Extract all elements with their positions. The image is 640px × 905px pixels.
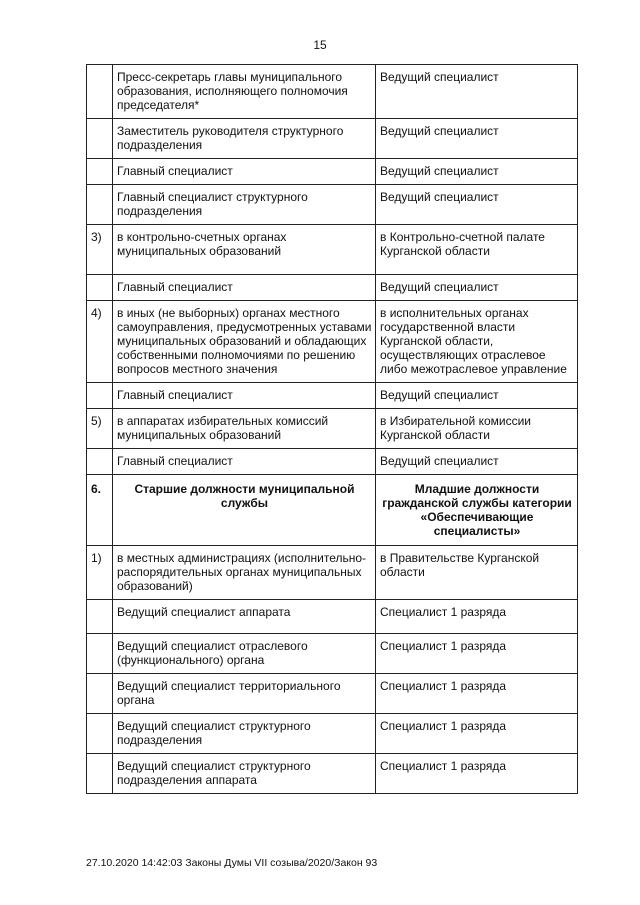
table-row (87, 600, 578, 634)
row-number-cell (87, 674, 113, 714)
civil-position-cell: в исполнительных органах государственной власти Курганской области, осуществляющих отраслевое либо межотраслевое управление (376, 301, 578, 383)
municipal-position-cell: Ведущий специалист отраслевого (функционального) органа (113, 634, 376, 674)
table-section-header-row (87, 475, 578, 546)
table-row (87, 159, 578, 185)
civil-position-cell: Специалист 1 разряда (376, 714, 578, 754)
table-row (87, 674, 578, 714)
municipal-position-cell: в местных администрациях (исполнительно-распорядительных органах муниципальных образований) (113, 546, 376, 600)
row-number-cell (87, 634, 113, 674)
civil-position-cell: в Избирательной комиссии Курганской области (376, 409, 578, 449)
municipal-position-cell: Главный специалист (113, 449, 376, 475)
row-number-cell (87, 600, 113, 634)
municipal-position-cell: Заместитель руководителя структурного подразделения (113, 119, 376, 159)
table-row (87, 185, 578, 225)
civil-position-cell: в Контрольно-счетной палате Курганской области (376, 225, 578, 275)
row-number-cell: 3) (87, 225, 113, 275)
municipal-position-cell: Главный специалист (113, 275, 376, 301)
civil-position-cell: Младшие должности гражданской службы категории «Обеспечивающие специалисты» (376, 475, 578, 546)
positions-table (86, 64, 578, 794)
civil-position-cell: Специалист 1 разряда (376, 634, 578, 674)
civil-position-cell: Специалист 1 разряда (376, 600, 578, 634)
municipal-position-cell: Главный специалист (113, 383, 376, 409)
municipal-position-cell: Ведущий специалист территориального органа (113, 674, 376, 714)
table-row (87, 119, 578, 159)
civil-position-cell: Специалист 1 разряда (376, 754, 578, 794)
municipal-position-cell: в контрольно-счетных органах муниципальных образований (113, 225, 376, 275)
civil-position-cell: Специалист 1 разряда (376, 674, 578, 714)
row-number-cell (87, 119, 113, 159)
civil-position-cell: Ведущий специалист (376, 185, 578, 225)
table-row (87, 225, 578, 275)
row-number-cell (87, 714, 113, 754)
civil-position-cell: Ведущий специалист (376, 383, 578, 409)
row-number-cell (87, 754, 113, 794)
table-row (87, 754, 578, 794)
row-number-cell (87, 159, 113, 185)
table-row (87, 383, 578, 409)
row-number-cell (87, 275, 113, 301)
row-number-cell (87, 65, 113, 119)
civil-position-cell: Ведущий специалист (376, 119, 578, 159)
municipal-position-cell: Пресс-секретарь главы муниципального образования, исполняющего полномочия председателя* (113, 65, 376, 119)
civil-position-cell: Ведущий специалист (376, 159, 578, 185)
municipal-position-cell: Ведущий специалист структурного подразделения (113, 714, 376, 754)
row-number-cell: 4) (87, 301, 113, 383)
row-number-cell (87, 449, 113, 475)
page-number: 15 (313, 38, 327, 52)
positions-table-body (87, 65, 578, 794)
table-row (87, 275, 578, 301)
table-row (87, 546, 578, 600)
municipal-position-cell: Главный специалист (113, 159, 376, 185)
row-number-cell: 6. (87, 475, 113, 546)
municipal-position-cell: в аппаратах избирательных комиссий муниципальных образований (113, 409, 376, 449)
footer-stamp: 27.10.2020 14:42:03 Законы Думы VII созыва/2020/Закон 93 (86, 857, 378, 869)
table-row (87, 449, 578, 475)
table-row (87, 65, 578, 119)
row-number-cell: 1) (87, 546, 113, 600)
table-row (87, 634, 578, 674)
row-number-cell (87, 383, 113, 409)
municipal-position-cell: в иных (не выборных) органах местного самоуправления, предусмотренных уставами муниципальных образований и обладающих собственными полномочиями по решению вопросов местного значения (113, 301, 376, 383)
municipal-position-cell: Старшие должности муниципальной службы (113, 475, 376, 546)
table-row (87, 714, 578, 754)
civil-position-cell: Ведущий специалист (376, 449, 578, 475)
civil-position-cell: Ведущий специалист (376, 275, 578, 301)
table-row (87, 409, 578, 449)
municipal-position-cell: Ведущий специалист аппарата (113, 600, 376, 634)
row-number-cell (87, 185, 113, 225)
municipal-position-cell: Главный специалист структурного подразделения (113, 185, 376, 225)
civil-position-cell: Ведущий специалист (376, 65, 578, 119)
table-row (87, 301, 578, 383)
civil-position-cell: в Правительстве Курганской области (376, 546, 578, 600)
municipal-position-cell: Ведущий специалист структурного подразделения аппарата (113, 754, 376, 794)
row-number-cell: 5) (87, 409, 113, 449)
